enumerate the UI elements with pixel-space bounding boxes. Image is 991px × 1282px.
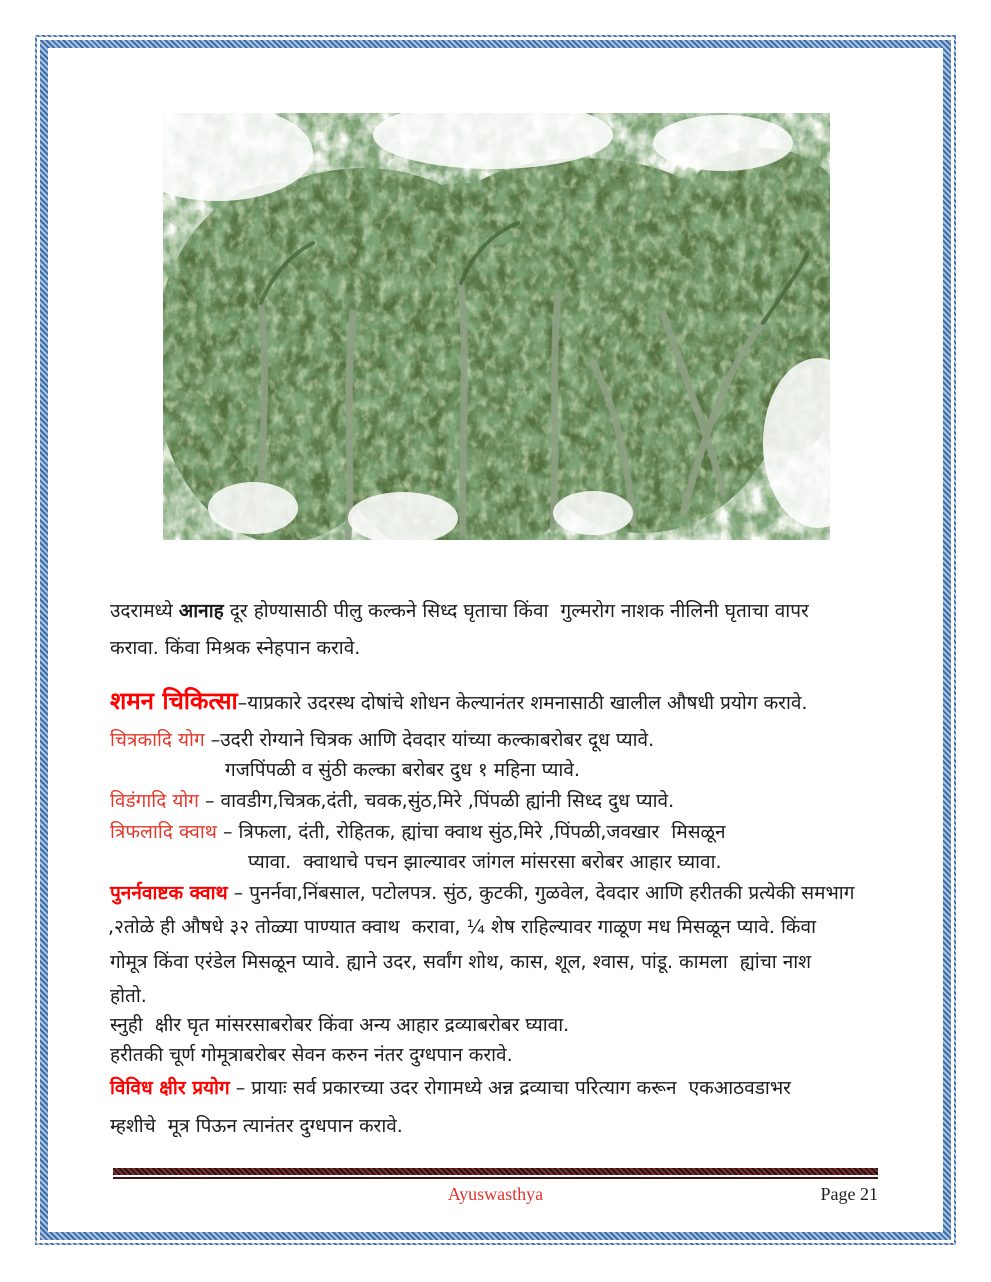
footer-divider-thin [113,1177,878,1179]
vidangadi-yog-line [110,788,674,814]
footer-divider-thick [113,1168,878,1175]
footer-brand: Ayuswasthya [447,1184,544,1204]
heading-triphaladi-kwath: त्रिफलादि क्वाथ [110,821,217,843]
shaman-chikitsa-line [110,688,807,716]
triphaladi-kwath-line [110,819,726,845]
intro-line-2: करावा. किंवा मिश्रक स्नेहपान करावे. [110,637,361,659]
vividh-kshir-prayog-text: – प्रायाः सर्व प्रकारच्या उदर रोगामध्ये अन्न द्रव्याचा परित्याग करून एकआठवडाभर [229,1077,791,1099]
chitrakadi-yog-line-2: गजपिंपळी व सुंठी कल्का बरोबर दुध १ महिना प्यावे. [225,759,580,781]
heading-vidangadi-yog: विडंगादि योग [110,790,199,812]
punarnavashtak-kwath-line-4: होतो. [110,985,147,1007]
intro-bold-anah: आनाह [178,600,224,622]
plant-photo [163,113,830,540]
shaman-chikitsa-text: –याप्रकारे उदरस्थ दोषांचे शोधन केल्यानंतर शमनासाठी खालील औषधी प्रयोग करावे. [237,692,808,714]
snuhi-kshir-line: स्नुही क्षीर घृत मांसरसाबरोबर किंवा अन्य आहार द्रव्याबरोबर घ्यावा. [110,1014,570,1036]
intro-text-b: दूर होण्यासाठी पीलु कल्कने सिध्द घृताचा किंवा गुल्मरोग नाशक नीलिनी घृताचा वापर [223,600,809,622]
heading-punarnavashtak-kwath: पुनर्नवाष्टक क्वाथ [110,882,228,904]
punarnavashtak-kwath-text: – पुनर्नवा,निंबसाल, पटोलपत्र. सुंठ, कुटकी, गुळवेल, देवदार आणि हरीतकी प्रत्येकी समभाग [227,882,855,904]
punarnavashtak-kwath-line [110,880,854,906]
punarnavashtak-kwath-line-2: ,२तोळे ही औषधे ३२ तोळ्या पाण्यात क्वाथ करावा, ¼ शेष राहिल्यावर गाळूण मध मिसळून प्यावे. किंवा [108,916,817,938]
footer [113,1184,878,1210]
footer-page-number: Page 21 [820,1184,878,1204]
intro-text-a: उदरामध्ये [110,600,179,622]
heading-vividh-kshir-prayog: विविध क्षीर प्रयोग [110,1077,230,1099]
triphaladi-kwath-text: – त्रिफला, दंती, रोहितक, ह्यांचा क्वाथ सुंठ,मिरे ,पिंपळी,जवखार मिसळून [216,821,726,843]
haritaki-churna-line: हरीतकी चूर्ण गोमूत्राबरोबर सेवन करुन नंतर दुग्धपान करावे. [110,1044,513,1066]
heading-chitrakadi-yog: चित्रकादि योग [110,729,205,751]
heading-shaman-chikitsa: शमन चिकित्सा [110,687,238,715]
chitrakadi-yog-line [110,727,654,753]
punarnavashtak-kwath-line-3: गोमूत्र किंवा एरंडेल मिसळून प्यावे. ह्याने उदर, सर्वांग शोथ, कास, शूल, श्वास, पांडू. कामला ह्यांचा नाश [110,951,812,973]
vividh-kshir-prayog-line-2: म्हशीचे मूत्र पिऊन त्यानंतर दुग्धपान करावे. [110,1115,403,1137]
chitrakadi-yog-text: –उदरी रोग्याने चित्रक आणि देवदार यांच्या कल्काबरोबर दूध प्यावे. [204,729,655,751]
plant-photo-image [163,113,830,540]
vidangadi-yog-text: – वावडीग,चित्रक,दंती, चवक,सुंठ,मिरे ,पिंपळी ह्यांनी सिध्द दुध प्यावे. [198,790,675,812]
triphaladi-kwath-line-2: प्यावा. क्वाथाचे पचन झाल्यावर जांगल मांसरसा बरोबर आहार घ्यावा. [248,851,722,873]
intro-line-1 [110,598,809,624]
vividh-kshir-prayog-line [110,1075,791,1101]
